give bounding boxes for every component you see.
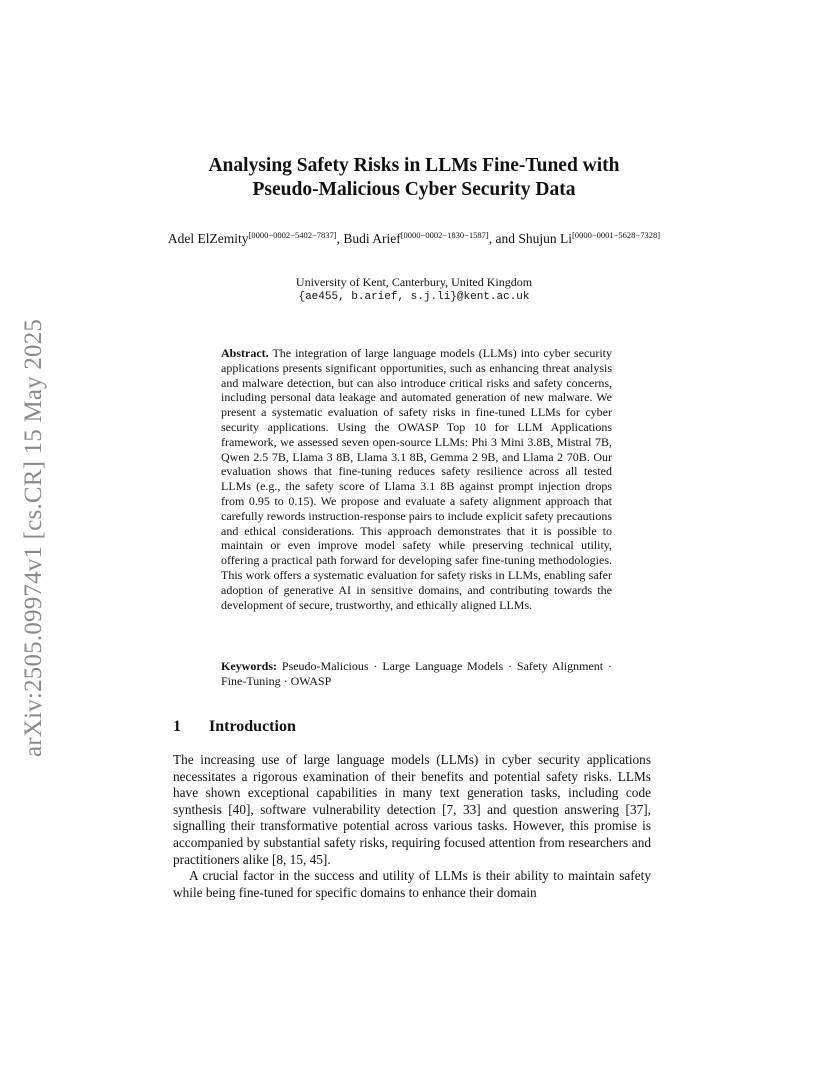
section-title: Introduction [209,718,296,735]
author-emails: {ae455, b.arief, s.j.li}@kent.ac.uk [298,291,530,303]
keywords-label: Keywords: [221,659,277,673]
paragraph: The increasing use of large language models (LLMs) in cyber security applications necessitates a rigorous examination of their benefits and potential safety risks. LLMs have shown exceptional capabilities in many text generation tasks, including code synthesis [40], software vulnerability detection [7, 33] and question answering [37], signalling their transformative potential across various tasks. However, this promise is accompanied by substantial safety risks, requiring focused attention from researchers and practitioners alike [8, 15, 45]. [173,752,651,867]
introduction-body [173,752,651,901]
abstract-label: Abstract. [221,346,269,360]
section-number: 1 [173,718,181,735]
author-orcid: [0000−0001−5628−7328] [572,230,661,240]
author-list [160,229,668,248]
abstract [221,346,612,612]
keywords-text: Pseudo-Malicious · Large Language Models · Safety Alignment · Fine-Tuning · OWASP [221,659,613,688]
affiliation: University of Kent, Canterbury, United Kingdom [295,275,533,289]
author-name: Adel ElZemity [167,231,249,246]
abstract-text: The integration of large language models (LLMs) into cyber security applications presents significant opportunities, such as enhancing threat analysis and malware detection, but can also introduce critical risks and safety concerns, including personal data leakage and automated generation of new malware. We present a systematic evaluation of safety risks in fine-tuned LLMs for cyber security applications. Using the OWASP Top 10 for LLM Applications framework, we assessed seven open-source LLMs: Phi 3 Mini 3.8B, Mistral 7B, Qwen 2.5 7B, Llama 3 8B, Llama 3.1 8B, Gemma 2 9B, and Llama 2 70B. Our evaluation shows that fine-tuning reduces safety resilience across all tested LLMs (e.g., the safety score of Llama 3.1 8B against prompt injection drops from 0.95 to 0.15). We propose and evaluate a safety alignment approach that carefully rewords instruction-response pairs to include explicit safety precautions and ethical considerations. This approach demonstrates that it is possible to maintain or even improve model safety while preserving technical utility, offering a practical path forward for developing safer fine-tuning methodologies. This work offers a systematic evaluation for safety risks in LLMs, enabling safer adoption of generative AI in sensitive domains, and contributing towards the development of secure, trustworthy, and ethically aligned LLMs. [221,346,612,612]
affiliation-block [160,275,668,305]
title-line-1: Analysing Safety Risks in LLMs Fine-Tuned with [208,155,620,176]
title-line-2: Pseudo-Malicious Cyber Security Data [252,179,576,200]
keywords [221,659,612,689]
arxiv-identifier: arXiv:2505.09974v1 [cs.CR] 15 May 2025 [20,318,47,757]
paragraph: A crucial factor in the success and utility of LLMs is their ability to maintain safety while being fine-tuned for specific domains to enhance their domain [173,868,651,900]
author-name: Shujun Li [518,231,573,246]
author-orcid: [0000−0002−5402−7837] [248,230,337,240]
author-orcid: [0000−0002−1830−1587] [400,230,489,240]
author-separator: , [336,231,344,246]
author-name: Budi Arief [343,231,401,246]
section-heading [173,718,296,736]
author-separator: , and [488,231,519,246]
paper-title [160,154,668,202]
